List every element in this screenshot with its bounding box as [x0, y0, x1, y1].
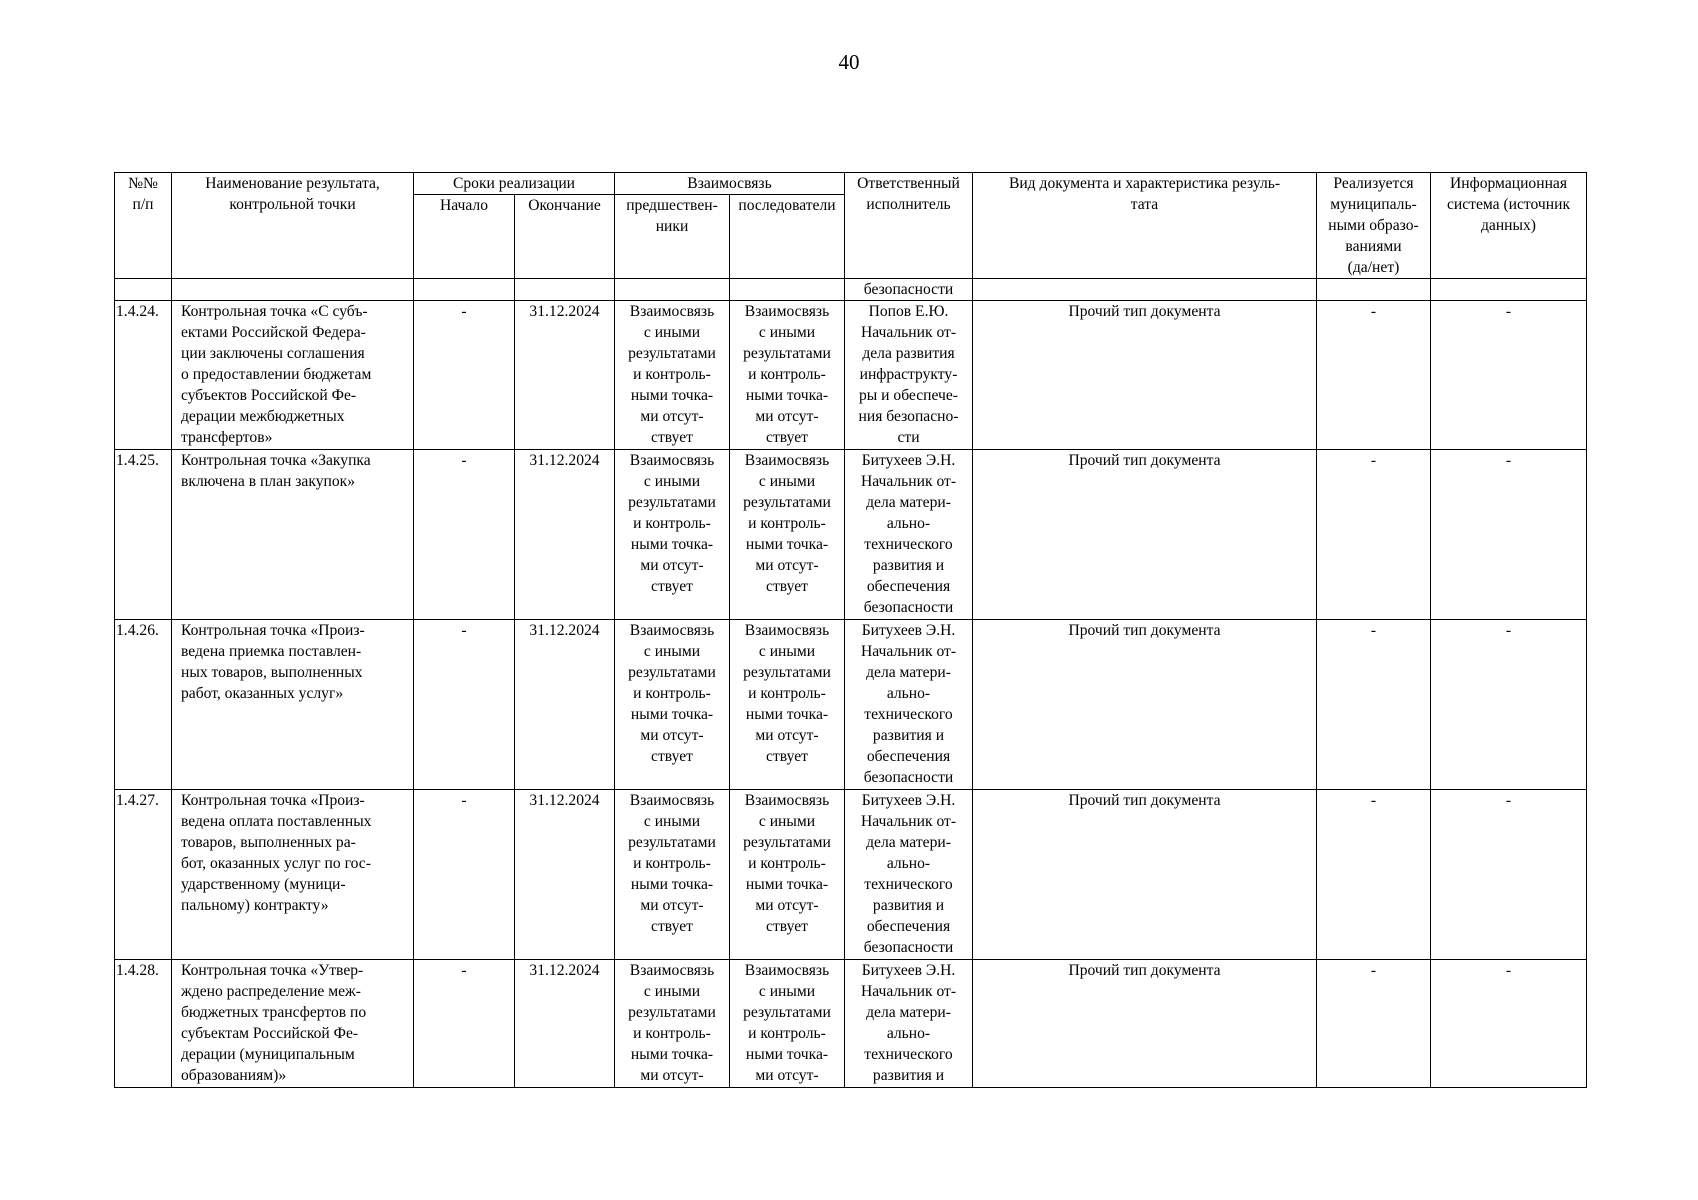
- cell-info-system: -: [1431, 790, 1587, 960]
- header-municipal: Реализуется муниципаль- ными образо- ваниями (да/нет): [1317, 173, 1431, 279]
- page-number: 40: [838, 50, 860, 74]
- cell-municipal: -: [1317, 450, 1431, 620]
- cell-responsible: Битухеев Э.Н. Начальник от- дела матери- ально- технического развития и обеспечения безопасности: [845, 450, 973, 620]
- cell-successors: [730, 279, 845, 301]
- cell-successors: Взаимосвязь с иными результатами и контроль- ными точка- ми отсут- ствует: [730, 790, 845, 960]
- cell-name: [172, 279, 414, 301]
- header-start: Начало: [414, 195, 515, 279]
- cell-doc-type: Прочий тип документа: [973, 790, 1317, 960]
- cell-end: [515, 279, 615, 301]
- cell-start: -: [414, 790, 515, 960]
- cell-info-system: -: [1431, 620, 1587, 790]
- cell-start: [414, 279, 515, 301]
- cell-name: Контрольная точка «Утвер- ждено распределение меж- бюджетных трансфертов по субъектам Российской Фе- дерации (муниципальным образованиям)»: [172, 960, 414, 1088]
- header-responsible: Ответственный исполнитель: [845, 173, 973, 279]
- header-num: №№ п/п: [115, 173, 172, 279]
- header-terms: Сроки реализации: [414, 173, 615, 195]
- cell-end: 31.12.2024: [515, 790, 615, 960]
- cell-predecessors: Взаимосвязь с иными результатами и контроль- ными точка- ми отсут- ствует: [615, 790, 730, 960]
- cell-responsible: Битухеев Э.Н. Начальник от- дела матери- ально- технического развития и обеспечения безопасности: [845, 790, 973, 960]
- table-row: [115, 301, 1587, 450]
- cell-end: 31.12.2024: [515, 450, 615, 620]
- cell-start: -: [414, 450, 515, 620]
- cell-info-system: -: [1431, 450, 1587, 620]
- cell-successors: Взаимосвязь с иными результатами и контроль- ными точка- ми отсут- ствует: [730, 450, 845, 620]
- header-link: Взаимосвязь: [615, 173, 845, 195]
- cell-predecessors: Взаимосвязь с иными результатами и контроль- ными точка- ми отсут- ствует: [615, 450, 730, 620]
- cell-start: -: [414, 620, 515, 790]
- cell-responsible: Битухеев Э.Н. Начальник от- дела матери- ально- технического развития и: [845, 960, 973, 1088]
- cell-info-system: -: [1431, 301, 1587, 450]
- cell-end: 31.12.2024: [515, 960, 615, 1088]
- cell-info-system: [1431, 279, 1587, 301]
- header-name: Наименование результата, контрольной точки: [172, 173, 414, 279]
- cell-predecessors: Взаимосвязь с иными результатами и контроль- ными точка- ми отсут- ствует: [615, 620, 730, 790]
- header-successors: последователи: [730, 195, 845, 279]
- cell-predecessors: Взаимосвязь с иными результатами и контроль- ными точка- ми отсут- ствует: [615, 301, 730, 450]
- cell-start: -: [414, 960, 515, 1088]
- cell-municipal: -: [1317, 790, 1431, 960]
- cell-doc-type: Прочий тип документа: [973, 620, 1317, 790]
- cell-successors: Взаимосвязь с иными результатами и контроль- ными точка- ми отсут-: [730, 960, 845, 1088]
- table-row: [115, 450, 1587, 620]
- continuation-row: [115, 279, 1587, 301]
- cell-name: Контрольная точка «Закупка включена в план закупок»: [172, 450, 414, 620]
- table-row: [115, 960, 1587, 1088]
- cell-name: Контрольная точка «Произ- ведена оплата поставленных товаров, выполненных ра- бот, оказанных услуг по гос- ударственному (муници- пальному) контракту»: [172, 790, 414, 960]
- cell-municipal: -: [1317, 620, 1431, 790]
- cell-doc-type: Прочий тип документа: [973, 301, 1317, 450]
- cell-municipal: -: [1317, 301, 1431, 450]
- cell-responsible: безопасности: [845, 279, 973, 301]
- plan-table: [114, 172, 1587, 1088]
- cell-num: 1.4.27.: [115, 790, 172, 960]
- header-end: Окончание: [515, 195, 615, 279]
- cell-municipal: -: [1317, 960, 1431, 1088]
- cell-doc-type: [973, 279, 1317, 301]
- cell-predecessors: [615, 279, 730, 301]
- header-predecessors: предшествен- ники: [615, 195, 730, 279]
- cell-start: -: [414, 301, 515, 450]
- cell-num: 1.4.25.: [115, 450, 172, 620]
- header-doc-type: Вид документа и характеристика резуль- тата: [973, 173, 1317, 279]
- cell-successors: Взаимосвязь с иными результатами и контроль- ными точка- ми отсут- ствует: [730, 301, 845, 450]
- cell-successors: Взаимосвязь с иными результатами и контроль- ными точка- ми отсут- ствует: [730, 620, 845, 790]
- cell-end: 31.12.2024: [515, 301, 615, 450]
- cell-responsible: Попов Е.Ю. Начальник от- дела развития инфраструкту- ры и обеспече- ния безопасно- сти: [845, 301, 973, 450]
- cell-doc-type: Прочий тип документа: [973, 450, 1317, 620]
- cell-name: Контрольная точка «Произ- ведена приемка поставлен- ных товаров, выполненных работ, оказанных услуг»: [172, 620, 414, 790]
- cell-responsible: Битухеев Э.Н. Начальник от- дела матери- ально- технического развития и обеспечения безопасности: [845, 620, 973, 790]
- cell-num: 1.4.26.: [115, 620, 172, 790]
- cell-info-system: -: [1431, 960, 1587, 1088]
- table-header: [115, 173, 1587, 279]
- cell-num: 1.4.28.: [115, 960, 172, 1088]
- header-info-system: Информационная система (источник данных): [1431, 173, 1587, 279]
- table-row: [115, 620, 1587, 790]
- cell-predecessors: Взаимосвязь с иными результатами и контроль- ными точка- ми отсут-: [615, 960, 730, 1088]
- table-row: [115, 790, 1587, 960]
- cell-num: 1.4.24.: [115, 301, 172, 450]
- cell-name: Контрольная точка «С субъ- ектами Российской Федера- ции заключены соглашения о предоставлении бюджетам субъектов Российской Фе- дерации межбюджетных трансфертов»: [172, 301, 414, 450]
- cell-end: 31.12.2024: [515, 620, 615, 790]
- cell-num: [115, 279, 172, 301]
- cell-doc-type: Прочий тип документа: [973, 960, 1317, 1088]
- cell-municipal: [1317, 279, 1431, 301]
